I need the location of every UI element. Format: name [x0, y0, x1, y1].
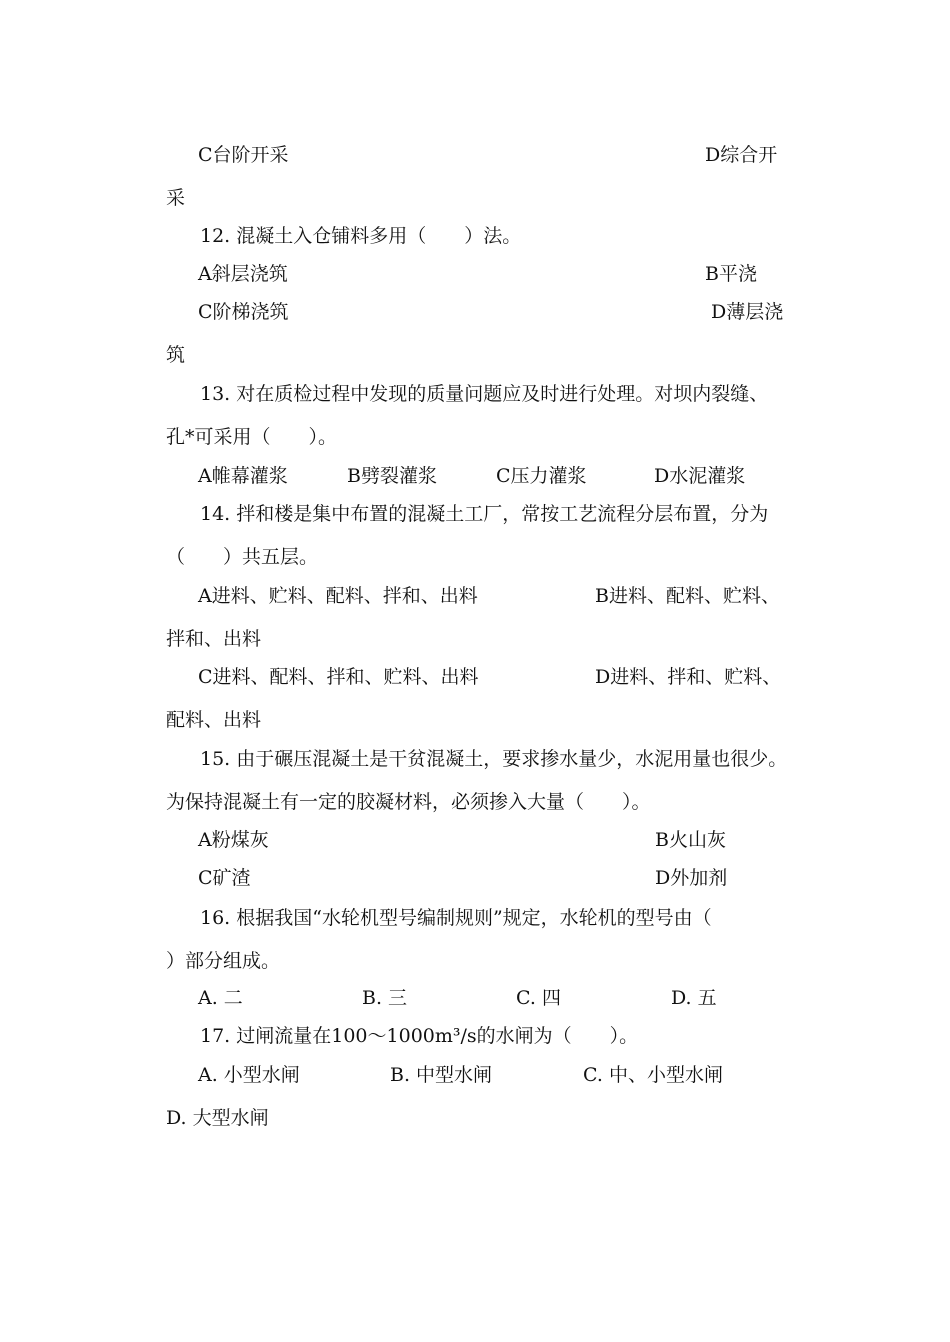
q16-stem-line2: ）部分组成。	[166, 950, 281, 972]
q17-option-a: A. 小型水闸	[198, 1064, 300, 1086]
q14-stem-line1: 14. 拌和楼是集中布置的混凝土工厂，常按工艺流程分层布置，分为	[200, 503, 769, 525]
q17-stem: 17. 过闸流量在100～1000m³/s的水闸为（ ）。	[200, 1025, 639, 1047]
q12-option-b: B平浇	[705, 263, 757, 285]
q14-option-c: C进料、配料、拌和、贮料、出料	[198, 666, 479, 688]
q12-option-d-continued: 筑	[166, 344, 186, 366]
q12-stem: 12. 混凝土入仓铺料多用（ ）法。	[200, 225, 522, 247]
q13-option-d: D水泥灌浆	[654, 465, 746, 487]
q12-option-d: D薄层浇	[711, 301, 784, 323]
q14-option-b: B进料、配料、贮料、	[595, 585, 780, 607]
q16-stem-line1: 16. 根据我国“水轮机型号编制规则”规定，水轮机的型号由（	[200, 907, 712, 929]
q12-option-a: A斜层浇筑	[198, 263, 288, 285]
q16-option-b: B. 三	[362, 987, 408, 1009]
q14-option-b-continued: 拌和、出料	[166, 628, 262, 650]
q14-option-d-continued: 配料、出料	[166, 709, 262, 731]
q11-option-d-continued: 采	[166, 187, 186, 209]
q15-option-a: A粉煤灰	[198, 829, 269, 851]
q13-stem-line1: 13. 对在质检过程中发现的质量问题应及时进行处理。对坝内裂缝、	[200, 383, 769, 405]
q13-stem-line2: 孔*可采用（ ）。	[166, 426, 338, 448]
q15-stem-line1: 15. 由于碾压混凝土是干贫混凝土，要求掺水量少，水泥用量也很少。	[200, 748, 788, 770]
q15-stem-line2: 为保持混凝土有一定的胶凝材料，必须掺入大量（ ）。	[166, 791, 651, 813]
q12-option-c: C阶梯浇筑	[198, 301, 289, 323]
q11-option-d: D综合开	[705, 144, 778, 166]
q16-option-c: C. 四	[516, 987, 561, 1009]
q14-option-a: A进料、贮料、配料、拌和、出料	[198, 585, 478, 607]
q13-option-b: B劈裂灌浆	[347, 465, 437, 487]
q14-option-d: D进料、拌和、贮料、	[595, 666, 782, 688]
q11-option-c: C台阶开采	[198, 144, 289, 166]
q17-option-d: D. 大型水闸	[166, 1107, 269, 1129]
q17-option-b: B. 中型水闸	[390, 1064, 493, 1086]
q15-option-c: C矿渣	[198, 867, 251, 889]
q14-stem-line2: （ ）共五层。	[166, 546, 319, 568]
q16-option-a: A. 二	[198, 987, 243, 1009]
q17-option-c: C. 中、小型水闸	[583, 1064, 723, 1086]
q16-option-d: D. 五	[671, 987, 717, 1009]
q15-option-d: D外加剂	[655, 867, 728, 889]
q15-option-b: B火山灰	[655, 829, 726, 851]
q13-option-c: C压力灌浆	[496, 465, 587, 487]
q13-option-a: A帷幕灌浆	[198, 465, 288, 487]
